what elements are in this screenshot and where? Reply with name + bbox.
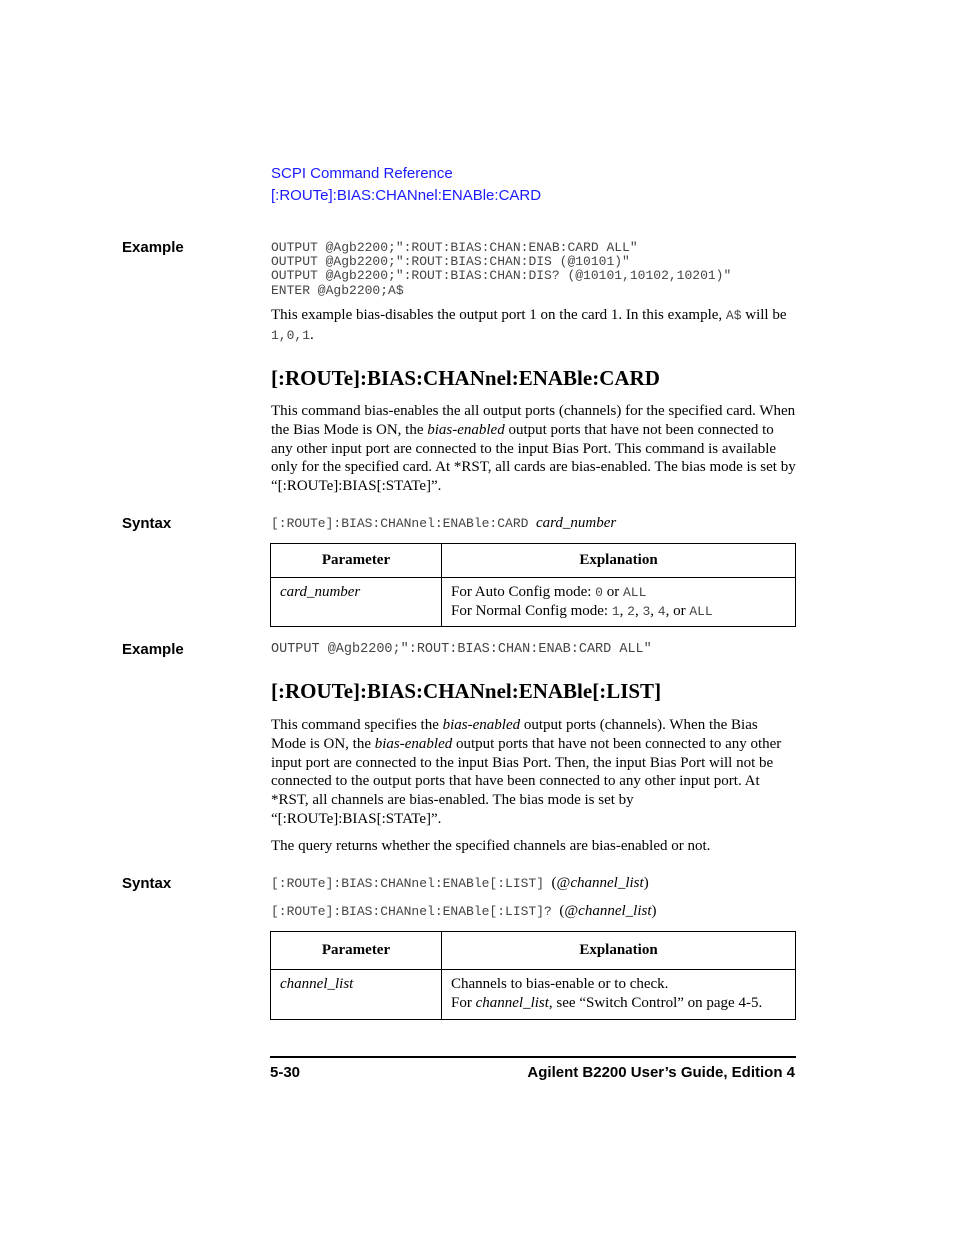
footer-title: Agilent B2200 User’s Guide, Edition 4 bbox=[527, 1064, 795, 1081]
table-header-explanation: Explanation bbox=[442, 544, 796, 578]
syntax-list: [:ROUTe]:BIAS:CHANnel:ENABle[:LIST] (@channel_list) bbox=[271, 875, 649, 891]
table-cell-explanation: Channels to bias-enable or to check. For channel_list, see “Switch Control” on page 4-5. bbox=[442, 970, 796, 1020]
section-card-description: This command bias-enables the all output ports (channels) for the specified card. When the Bias Mode is ON, the bias-enabled output ports that have not been connected to any other input port are connected to the input Bias Port. This command is available only for the specified card. At *RST, all cards are bias-enabled. The bias mode is set by “[:ROUTe]:BIAS[:STATe]”. bbox=[271, 403, 796, 495]
syntax-label: Syntax bbox=[122, 515, 172, 532]
table-row bbox=[271, 970, 796, 1020]
example-description: This example bias-disables the output port 1 on the card 1. In this example, A$ will be 1,0,1. bbox=[271, 307, 787, 343]
code-line: ENTER @Agb2200;A$ bbox=[271, 282, 404, 298]
breadcrumb-section[interactable]: [:ROUTe]:BIAS:CHANnel:ENABle:CARD bbox=[271, 187, 542, 204]
syntax-list-query: [:ROUTe]:BIAS:CHANnel:ENABle[:LIST]? (@channel_list) bbox=[271, 903, 657, 919]
example-label: Example bbox=[122, 239, 184, 256]
section-list-description: This command specifies the bias-enabled output ports (channels). When the Bias Mode is ON, the bias-enabled output ports that have not been connected to any other input port are connected to the input Bias Port. Then, the input Bias Port will not be connected to the output ports that have been connected to any other input port. At *RST, all channels are bias-enabled. The bias mode is set by “[:ROUTe]:BIAS[:STATe]”. bbox=[271, 717, 782, 827]
breadcrumb-chapter[interactable]: SCPI Command Reference bbox=[271, 165, 453, 182]
footer-rule bbox=[270, 1056, 796, 1058]
table-cell-parameter: card_number bbox=[271, 578, 442, 627]
code-line: OUTPUT @Agb2200;":ROUT:BIAS:CHAN:ENAB:CARD ALL" bbox=[271, 240, 638, 255]
table-cell-explanation: For Auto Config mode: 0 or ALL For Normal Config mode: 1, 2, 3, 4, or ALL bbox=[442, 578, 796, 627]
table-header-parameter: Parameter bbox=[271, 932, 442, 970]
section-title-list: [:ROUTe]:BIAS:CHANnel:ENABle[:LIST] bbox=[271, 679, 662, 703]
section-list-query-note: The query returns whether the specified channels are bias-enabled or not. bbox=[271, 838, 711, 854]
code-line: OUTPUT @Agb2200;":ROUT:BIAS:CHAN:DIS (@10101)" bbox=[271, 254, 630, 270]
section-title-card: [:ROUTe]:BIAS:CHANnel:ENABle:CARD bbox=[271, 366, 660, 390]
example-code-card: OUTPUT @Agb2200;":ROUT:BIAS:CHAN:ENAB:CARD ALL" bbox=[271, 642, 652, 657]
syntax-label: Syntax bbox=[122, 875, 172, 892]
code-line: OUTPUT @Agb2200;":ROUT:BIAS:CHAN:DIS? (@10101,10102,10201)" bbox=[271, 268, 732, 284]
parameter-table-card bbox=[270, 543, 796, 627]
table-header-parameter: Parameter bbox=[271, 544, 442, 578]
table-row bbox=[271, 578, 796, 627]
example-label: Example bbox=[122, 641, 184, 658]
table-header-explanation: Explanation bbox=[442, 932, 796, 970]
parameter-table-list bbox=[270, 931, 796, 1020]
page-number: 5-30 bbox=[270, 1064, 301, 1081]
syntax-card: [:ROUTe]:BIAS:CHANnel:ENABle:CARD card_number bbox=[271, 515, 617, 531]
table-cell-parameter: channel_list bbox=[271, 970, 442, 1020]
example-code-block bbox=[271, 241, 731, 298]
